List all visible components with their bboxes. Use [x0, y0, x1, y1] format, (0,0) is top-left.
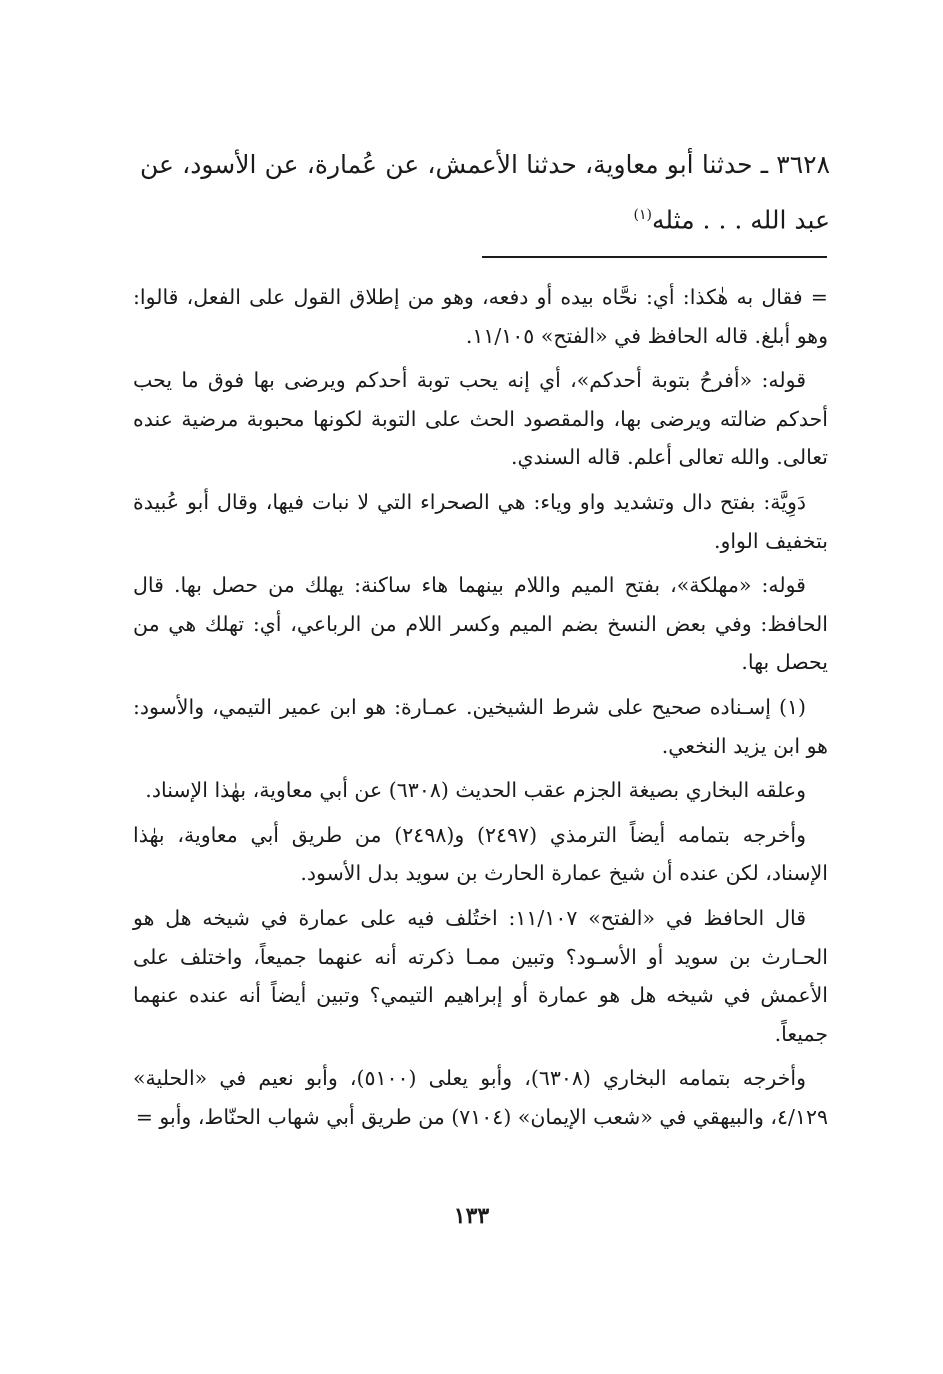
note-paragraph: (١) إسـناده صحيح على شرط الشيخين. عمـارة: هو ابن عمير التيمي، والأسود: هو ابن يزيد النخعي.: [133, 694, 828, 758]
hadith-text: [140, 140, 830, 245]
note-paragraph: قوله: «مهلكة»، بفتح الميم واللام بينهما هاء ساكنة: يهلك من حصل بها. قال الحافظ: وفي بعض النسخ بضم الميم وكسر اللام من الرباعي، أي: تهلك هي من يحصل بها.: [133, 573, 828, 675]
footnote-separator: [482, 256, 827, 258]
note-paragraph: وأخرجه بتمامه البخاري (٦٣٠٨)، وأبو يعلى (٥١٠٠)، وأبو نعيم في «الحلية» ٤/١٢٩، والبيهقي في «شعب الإيمان» (٧١٠٤) من طريق أبي شهاب الحنّاط، وأبو =: [133, 1066, 828, 1129]
page-number: ١٣٣: [453, 1203, 490, 1229]
note-paragraph: دَوِيَّة: بفتح دال وتشديد واو وياء: هي الصحراء التي لا نبات فيها، وقال أبو عُبيدة بتخفيف الواو.: [133, 489, 828, 553]
footnote-reference: (١): [633, 207, 652, 223]
footnotes: [133, 278, 828, 1136]
hadith-paragraph: [140, 140, 830, 245]
hadith-body: ٣٦٢٨ ـ حدثنا أبو معاوية، حدثنا الأعمش، عن عُمارة، عن الأسود، عن عبد الله . . . مثله: [140, 150, 830, 235]
note-paragraph: قال الحافظ في «الفتح» ١١/١٠٧: اختُلف فيه على عمارة في شيخه هل هو الحـارث بن سويد أو الأسـود؟ وتبين ممـا ذكرته أنه عنهما جميعاً، واختلف على الأعمش في شيخه هل هو عمارة أو إبراهيم التيمي؟ وتبين أيضاً أنه عنده عنهما جميعاً.: [133, 905, 828, 1046]
note-paragraph: = فقال به هٰكذا: أي: نحَّاه بيده أو دفعه، وهو من إطلاق القول على الفعل، قالوا: وهو أبلغ. قاله الحافظ في «الفتح» ١١/١٠٥.: [133, 285, 828, 348]
note-paragraph: وعلقه البخاري بصيغة الجزم عقب الحديث (٦٣٠٨) عن أبي معاوية، بهٰذا الإسناد.: [145, 778, 806, 803]
note-paragraph: قوله: «أفرحُ بتوبة أحدكم»، أي إنه يحب توبة أحدكم ويرضى بها فوق ما يحب أحدكم ضالته ويرضى بها، والمقصود الحث على التوبة لكونها محبوبة مرضية عنده تعالى. والله تعالى أعلم. قاله السندي.: [133, 368, 828, 470]
note-paragraph: وأخرجه بتمامه أيضاً الترمذي (٢٤٩٧) و(٢٤٩٨) من طريق أبي معاوية، بهٰذا الإسناد، لكن عنده أن شيخ عمارة الحارث بن سويد بدل الأسود.: [133, 822, 828, 886]
